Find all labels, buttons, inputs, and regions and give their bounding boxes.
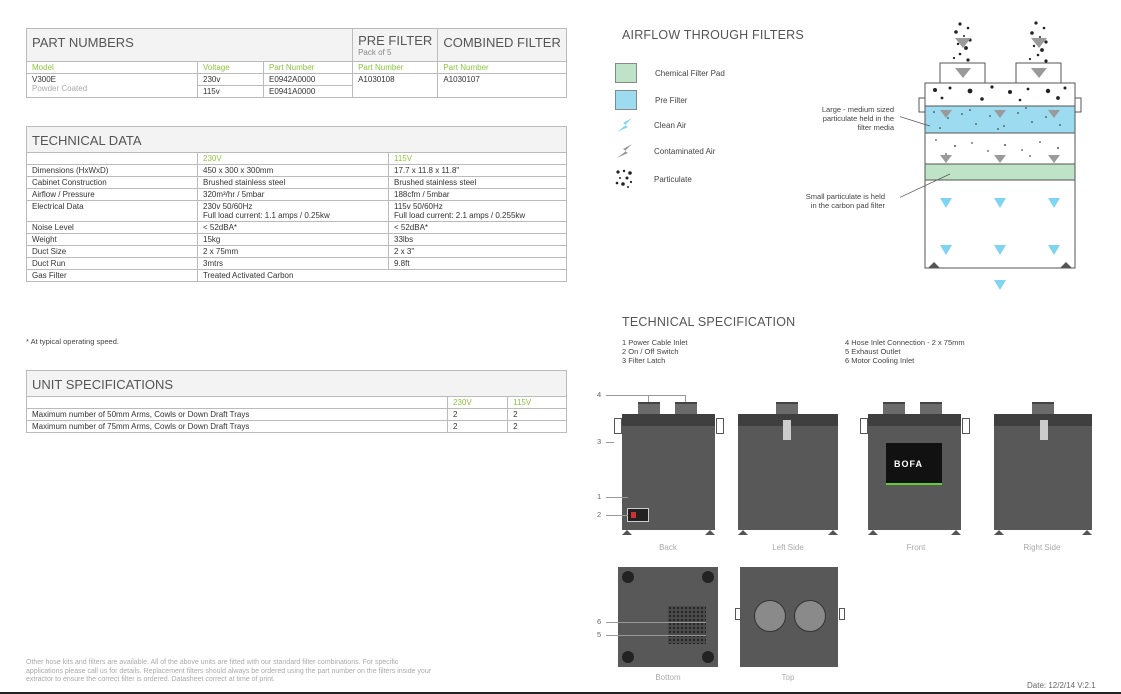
tech-row-v115 [389, 222, 567, 234]
airflow-diagram [900, 18, 1100, 298]
tech-value: 188cfm / 5mbar [394, 190, 450, 199]
marker-1: 1 [597, 492, 602, 501]
spec-item-6: 6 Motor Cooling Inlet [845, 356, 915, 365]
chemical-swatch [615, 63, 637, 83]
part-115: E0941A0000 [264, 86, 353, 98]
callout-large-3: filter media [857, 123, 894, 132]
col-voltage: Voltage [198, 62, 264, 74]
marker-4-tick-1 [648, 395, 649, 402]
marker-5: 5 [597, 630, 602, 639]
tech-row-v115 [389, 189, 567, 201]
model-cell [27, 74, 198, 98]
tech-row-v115 [389, 234, 567, 246]
front-latch-right [962, 418, 970, 434]
legend-contaminated-label: Contaminated Air [654, 146, 716, 156]
tech-value-sub: Full load current: 2.1 amps / 0.255kw [394, 211, 526, 220]
callout-large-1: Large - medium sized [821, 105, 894, 114]
tech-value: 15kg [203, 235, 221, 244]
legend-particulate [615, 169, 692, 189]
combined-filter-title: COMBINED FILTER [438, 29, 567, 62]
tech-row-v115 [389, 177, 567, 189]
tech-row-label: Duct Run [27, 258, 198, 270]
top-latch-right [839, 608, 845, 620]
unit-specs-title: UNIT SPECIFICATIONS [27, 371, 567, 397]
marker-4-tick-2 [685, 395, 686, 402]
marker-6: 6 [597, 617, 602, 626]
bottom-foot-1 [622, 571, 634, 583]
prefilter-title: PRE FILTER [358, 33, 433, 48]
tech-value: 3mtrs [203, 259, 223, 268]
tech-value: Brushed stainless steel [394, 178, 477, 187]
unit-row-75mm: Maximum number of 75mm Arms, Cowls or Down Draft Trays [27, 421, 448, 433]
legend-clean-air [615, 116, 686, 134]
part-numbers-title: PART NUMBERS [27, 29, 353, 62]
clean-air-arrow-icon [615, 116, 635, 134]
tech-row-v230 [198, 189, 389, 201]
model-finish: Powder Coated [32, 84, 88, 93]
contaminated-air-arrow-icon [615, 142, 635, 160]
col-230v: 230V [198, 153, 389, 165]
unit-col-115v: 115V [508, 397, 567, 409]
view-right-label: Right Side [1023, 543, 1061, 552]
front-foot-left [868, 530, 878, 535]
back-power-switch [627, 508, 649, 522]
tech-row-v230 [198, 177, 389, 189]
right-latch [1040, 420, 1048, 440]
front-foot-right [951, 530, 961, 535]
tech-value: 2 x 3" [394, 247, 415, 256]
tech-value: 450 x 300 x 300mm [203, 166, 274, 175]
tech-value: < 52dBA* [394, 223, 429, 232]
marker-3-line [606, 442, 614, 443]
bottom-cooling-grille [668, 606, 706, 644]
tech-row-v230 [198, 165, 389, 177]
marker-4: 4 [597, 390, 602, 399]
tech-row [27, 222, 567, 234]
tech-row-label: Dimensions (HxWxD) [27, 165, 198, 177]
unit-row-50mm-115: 2 [508, 409, 567, 421]
marker-1-line [606, 497, 628, 498]
airflow-title: AIRFLOW THROUGH FILTERS [622, 28, 804, 42]
callout-large [776, 105, 894, 132]
disclaimer-line-1: Other hose kits and filters are available. All of the above units are fitted with our standard filter combinations. For specific [26, 659, 399, 666]
spec-item-1: 1 Power Cable Inlet [622, 338, 688, 347]
col-combined-part: Part Number [438, 62, 567, 74]
view-back-label: Back [659, 543, 677, 552]
spec-item-4: 4 Hose Inlet Connection - 2 x 75mm [845, 338, 965, 347]
marker-6-line [606, 622, 706, 623]
back-foot-right [705, 530, 715, 535]
tech-row-v230 [198, 246, 389, 258]
view-bottom-label: Bottom [655, 673, 681, 682]
tech-row [27, 189, 567, 201]
model-name: V300E [32, 75, 57, 84]
datasheet-date: Date: 12/2/14 V:2.1 [1027, 681, 1096, 690]
back-lid [622, 414, 715, 426]
combined-part: A1030107 [438, 74, 567, 98]
tech-row [27, 234, 567, 246]
tech-row-label: Cabinet Construction [27, 177, 198, 189]
tech-value: 230v 50/60Hz [203, 202, 253, 211]
tech-row-v230 [198, 234, 389, 246]
gas-filter-value: Treated Activated Carbon [198, 270, 567, 282]
particulate-icon [615, 169, 635, 189]
voltage-230: 230v [198, 74, 264, 86]
tech-row-v115 [389, 246, 567, 258]
callout-small-2: in the carbon pad filter [810, 201, 885, 210]
bottom-foot-3 [622, 651, 634, 663]
right-cabinet [994, 426, 1092, 530]
unit-row-75mm-115: 2 [508, 421, 567, 433]
view-top-label: Top [781, 673, 795, 682]
legend-prefilter [615, 90, 687, 110]
unit-specs-table [26, 370, 567, 433]
tech-row [27, 177, 567, 189]
tech-spec-list-left [622, 338, 687, 365]
left-latch [783, 420, 791, 440]
prefilter-swatch [615, 90, 637, 110]
tech-value: 320m³/hr / 5mbar [203, 190, 265, 199]
tech-row-label: Electrical Data [27, 201, 198, 222]
footnote: * At typical operating speed. [26, 337, 119, 346]
unit-row-50mm-230: 2 [448, 409, 508, 421]
tech-value: 17.7 x 11.8 x 11.8" [394, 166, 460, 175]
callout-large-2: particulate held in the [822, 114, 894, 123]
legend-particulate-label: Particulate [654, 174, 692, 184]
callout-small [765, 192, 885, 210]
legend-chemical-label: Chemical Filter Pad [655, 68, 725, 78]
tech-value: < 52dBA* [203, 223, 238, 232]
tech-value: Brushed stainless steel [203, 178, 286, 187]
top-inlet-2 [794, 600, 826, 632]
spec-item-2: 2 On / Off Switch [622, 347, 679, 356]
technical-data-table [26, 126, 567, 282]
marker-2-line [606, 515, 628, 516]
tech-row-v230 [198, 258, 389, 270]
front-lid [868, 414, 961, 426]
tech-row-label: Noise Level [27, 222, 198, 234]
back-latch-left [614, 418, 622, 434]
tech-row-v230 [198, 222, 389, 234]
right-foot-right [1082, 530, 1092, 535]
top-inlet-1 [754, 600, 786, 632]
unit-row-50mm: Maximum number of 50mm Arms, Cowls or Down Draft Trays [27, 409, 448, 421]
gas-filter-label: Gas Filter [27, 270, 198, 282]
tech-row-label: Duct Size [27, 246, 198, 258]
marker-4-line [606, 395, 686, 396]
part-numbers-table [26, 28, 567, 98]
left-foot-right [828, 530, 838, 535]
right-foot-left [994, 530, 1004, 535]
tech-value-sub: Full load current: 1.1 amps / 0.25kw [203, 211, 330, 220]
tech-row-v115 [389, 165, 567, 177]
marker-3: 3 [597, 437, 602, 446]
col-model: Model [27, 62, 198, 74]
tech-row-v115 [389, 258, 567, 270]
legend-chemical [615, 63, 725, 83]
tech-value: 2 x 75mm [203, 247, 239, 256]
col-prefilter-part: Part Number [353, 62, 438, 74]
legend-prefilter-label: Pre Filter [655, 95, 688, 105]
col-115v: 115V [389, 153, 567, 165]
legend-contaminated [615, 142, 715, 160]
tech-row [27, 258, 567, 270]
tech-row-v230 [198, 201, 389, 222]
front-bofa-panel [886, 443, 942, 485]
back-latch-right [716, 418, 724, 434]
voltage-115: 115v [198, 86, 264, 98]
view-left-label: Left Side [772, 543, 804, 552]
back-foot-left [622, 530, 632, 535]
left-foot-left [738, 530, 748, 535]
tech-spec-title: TECHNICAL SPECIFICATION [622, 315, 796, 329]
marker-5-line [606, 635, 706, 636]
bofa-logo: BOFA [894, 459, 924, 469]
tech-value: 115v 50/60Hz [394, 202, 443, 211]
disclaimer-line-2: applications please call us for details. Replacement filters should always be ordered using the part number on the filters inside your [26, 667, 432, 675]
prefilter-header [353, 29, 438, 62]
unit-row-75mm-230: 2 [448, 421, 508, 433]
prefilter-sub: Pack of 5 [358, 48, 392, 57]
callout-small-1: Small particulate is held [805, 192, 885, 201]
disclaimer-line-3: extractor to ensure the correct filter is ordered. Datasheet correct at time of print. [26, 676, 275, 683]
legend-clean-air-label: Clean Air [654, 120, 687, 130]
left-cabinet [738, 426, 838, 530]
technical-data-title: TECHNICAL DATA [27, 127, 567, 153]
tech-row [27, 201, 567, 222]
tech-spec-list-right [845, 338, 965, 365]
view-front-label: Front [906, 543, 926, 552]
disclaimer [26, 659, 566, 685]
unit-col-230v: 230V [448, 397, 508, 409]
switch-red-icon [631, 512, 636, 518]
spec-item-5: 5 Exhaust Outlet [845, 347, 901, 356]
col-part-number: Part Number [264, 62, 353, 74]
tech-row [27, 246, 567, 258]
bottom-foot-4 [702, 651, 714, 663]
tech-value: 33lbs [394, 235, 414, 244]
prefilter-part: A1030108 [353, 74, 438, 98]
tech-row-label: Airflow / Pressure [27, 189, 198, 201]
tech-value: 9.8ft [394, 259, 410, 268]
spec-item-3: 3 Filter Latch [622, 356, 666, 365]
top-latch-left [735, 608, 741, 620]
tech-row [27, 165, 567, 177]
part-230: E0942A0000 [264, 74, 353, 86]
bottom-foot-2 [702, 571, 714, 583]
front-latch-left [860, 418, 868, 434]
tech-row-v115 [389, 201, 567, 222]
tech-row-label: Weight [27, 234, 198, 246]
marker-2: 2 [597, 510, 602, 519]
